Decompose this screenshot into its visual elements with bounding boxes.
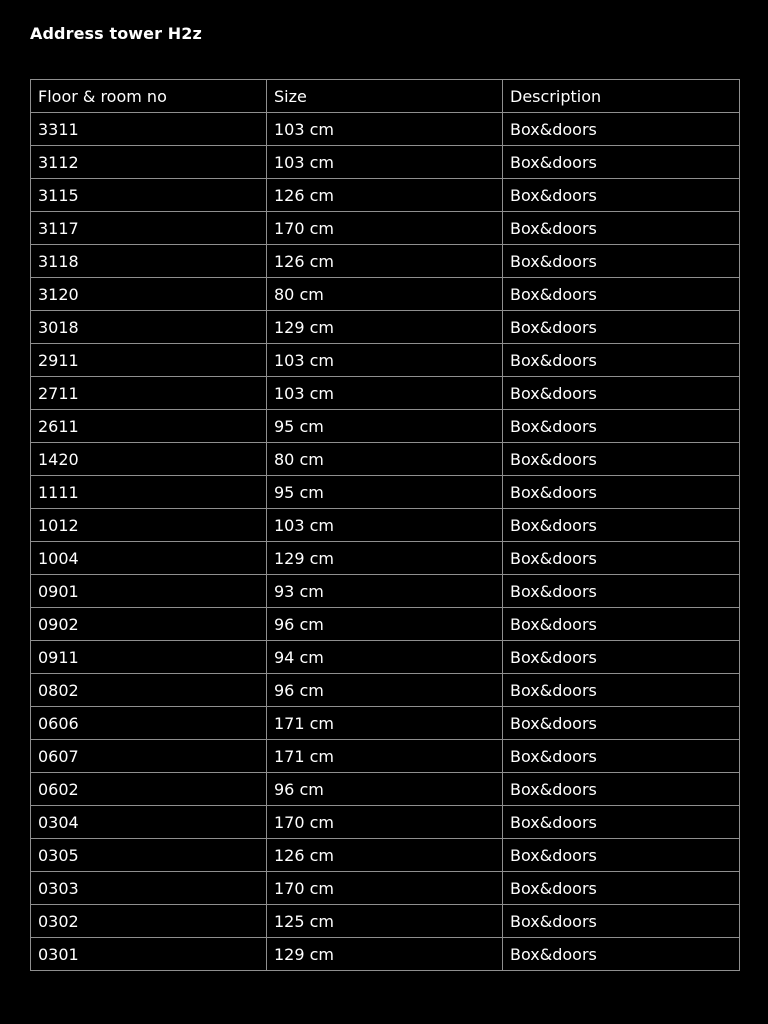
table-row xyxy=(31,806,740,839)
table-row xyxy=(31,377,740,410)
cell-description: Box&doors xyxy=(503,245,740,278)
table-row xyxy=(31,344,740,377)
cell-description: Box&doors xyxy=(503,542,740,575)
cell-size: 95 cm xyxy=(267,476,503,509)
table-row xyxy=(31,476,740,509)
table-row xyxy=(31,311,740,344)
cell-description: Box&doors xyxy=(503,278,740,311)
cell-size: 129 cm xyxy=(267,542,503,575)
cell-description: Box&doors xyxy=(503,311,740,344)
cell-size: 95 cm xyxy=(267,410,503,443)
cell-floor-room: 1420 xyxy=(31,443,267,476)
cell-floor-room: 0303 xyxy=(31,872,267,905)
cell-floor-room: 1111 xyxy=(31,476,267,509)
cell-description: Box&doors xyxy=(503,938,740,971)
cell-floor-room: 0304 xyxy=(31,806,267,839)
table-row xyxy=(31,410,740,443)
table-row xyxy=(31,575,740,608)
cell-size: 170 cm xyxy=(267,806,503,839)
document-title: Address tower H2z xyxy=(30,24,202,43)
table-row xyxy=(31,245,740,278)
cell-size: 80 cm xyxy=(267,278,503,311)
table-row xyxy=(31,773,740,806)
cell-floor-room: 3118 xyxy=(31,245,267,278)
cell-description: Box&doors xyxy=(503,509,740,542)
table-row xyxy=(31,872,740,905)
cell-floor-room: 0802 xyxy=(31,674,267,707)
cell-description: Box&doors xyxy=(503,212,740,245)
cell-floor-room: 1004 xyxy=(31,542,267,575)
table-row xyxy=(31,608,740,641)
table-row xyxy=(31,179,740,212)
cell-description: Box&doors xyxy=(503,410,740,443)
cell-description: Box&doors xyxy=(503,608,740,641)
cell-size: 80 cm xyxy=(267,443,503,476)
table-row xyxy=(31,938,740,971)
header-size: Size xyxy=(267,80,503,113)
cell-size: 94 cm xyxy=(267,641,503,674)
table-row xyxy=(31,641,740,674)
cell-size: 129 cm xyxy=(267,938,503,971)
cell-size: 171 cm xyxy=(267,707,503,740)
cell-size: 125 cm xyxy=(267,905,503,938)
cell-size: 170 cm xyxy=(267,212,503,245)
cell-floor-room: 0901 xyxy=(31,575,267,608)
cell-size: 103 cm xyxy=(267,113,503,146)
cell-description: Box&doors xyxy=(503,674,740,707)
cell-size: 129 cm xyxy=(267,311,503,344)
cell-size: 170 cm xyxy=(267,872,503,905)
table-header-row xyxy=(31,80,740,113)
cell-description: Box&doors xyxy=(503,179,740,212)
table-row xyxy=(31,905,740,938)
cell-floor-room: 0607 xyxy=(31,740,267,773)
cell-description: Box&doors xyxy=(503,575,740,608)
cell-floor-room: 2611 xyxy=(31,410,267,443)
cell-floor-room: 1012 xyxy=(31,509,267,542)
cell-description: Box&doors xyxy=(503,146,740,179)
table-row xyxy=(31,509,740,542)
table-row xyxy=(31,443,740,476)
cell-size: 126 cm xyxy=(267,839,503,872)
cell-size: 96 cm xyxy=(267,608,503,641)
cell-size: 103 cm xyxy=(267,146,503,179)
cell-description: Box&doors xyxy=(503,113,740,146)
table-row xyxy=(31,839,740,872)
cell-floor-room: 3311 xyxy=(31,113,267,146)
cell-floor-room: 0602 xyxy=(31,773,267,806)
room-size-table xyxy=(30,79,740,971)
cell-size: 96 cm xyxy=(267,674,503,707)
table-row xyxy=(31,542,740,575)
table-row xyxy=(31,278,740,311)
cell-floor-room: 3115 xyxy=(31,179,267,212)
cell-floor-room: 2911 xyxy=(31,344,267,377)
cell-description: Box&doors xyxy=(503,476,740,509)
cell-description: Box&doors xyxy=(503,872,740,905)
cell-floor-room: 2711 xyxy=(31,377,267,410)
cell-description: Box&doors xyxy=(503,377,740,410)
table-row xyxy=(31,707,740,740)
cell-size: 171 cm xyxy=(267,740,503,773)
cell-floor-room: 0902 xyxy=(31,608,267,641)
cell-description: Box&doors xyxy=(503,839,740,872)
cell-size: 103 cm xyxy=(267,344,503,377)
cell-description: Box&doors xyxy=(503,344,740,377)
cell-size: 126 cm xyxy=(267,245,503,278)
cell-description: Box&doors xyxy=(503,806,740,839)
header-floor-room: Floor & room no xyxy=(31,80,267,113)
cell-floor-room: 0301 xyxy=(31,938,267,971)
cell-description: Box&doors xyxy=(503,905,740,938)
table-body xyxy=(31,113,740,971)
table-row xyxy=(31,146,740,179)
cell-floor-room: 3112 xyxy=(31,146,267,179)
cell-floor-room: 0911 xyxy=(31,641,267,674)
table-row xyxy=(31,212,740,245)
cell-floor-room: 3120 xyxy=(31,278,267,311)
table-row xyxy=(31,113,740,146)
table-row xyxy=(31,674,740,707)
cell-size: 103 cm xyxy=(267,377,503,410)
cell-size: 93 cm xyxy=(267,575,503,608)
cell-size: 126 cm xyxy=(267,179,503,212)
table-row xyxy=(31,740,740,773)
cell-description: Box&doors xyxy=(503,740,740,773)
cell-floor-room: 3117 xyxy=(31,212,267,245)
cell-floor-room: 0606 xyxy=(31,707,267,740)
cell-size: 96 cm xyxy=(267,773,503,806)
cell-description: Box&doors xyxy=(503,443,740,476)
cell-description: Box&doors xyxy=(503,641,740,674)
cell-floor-room: 0302 xyxy=(31,905,267,938)
cell-floor-room: 3018 xyxy=(31,311,267,344)
cell-description: Box&doors xyxy=(503,773,740,806)
header-description: Description xyxy=(503,80,740,113)
cell-floor-room: 0305 xyxy=(31,839,267,872)
cell-description: Box&doors xyxy=(503,707,740,740)
cell-size: 103 cm xyxy=(267,509,503,542)
